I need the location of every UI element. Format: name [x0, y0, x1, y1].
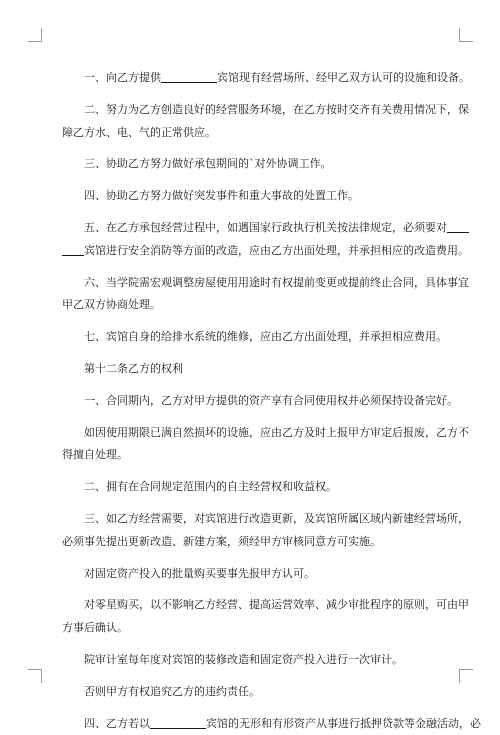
text-segment: 五、在乙方承包经营过程中，如遇国家行政执行机关按法律规定，必须要对	[84, 220, 447, 234]
text-line	[62, 422, 469, 445]
text-segment: 三、如乙方经营需要，对宾馆进行改造更新，及宾馆所属区域内新建经营场所，	[84, 511, 469, 525]
text-segment: 七、宾馆自身的给排水系统的维修，应由乙方出面处理，并承担相应费用。	[84, 330, 447, 344]
paragraph-gap	[62, 90, 442, 99]
corner-mark-bottom-right	[459, 669, 473, 683]
paragraph	[62, 390, 458, 413]
text-line	[62, 153, 442, 176]
text-segment: 六、当学院需宏观调整房屋使用用途时有权提前变更或提前终止合同，具体事宜	[84, 275, 469, 289]
text-line	[62, 531, 442, 554]
paragraph-gap	[62, 144, 442, 153]
paragraph-gap	[62, 413, 442, 422]
paragraph	[62, 67, 470, 90]
text-segment: 二、努力为乙方创造良好的经营服务环境，在乙方按时交齐有关费用情况下，保	[84, 102, 469, 116]
text-line	[62, 240, 469, 263]
text-line	[62, 476, 442, 499]
paragraph	[62, 594, 469, 640]
text-line	[62, 563, 442, 586]
text-segment: 对零星购买，以不影响乙方经营、提高运营效率、减少审批程序的原则，可由甲	[84, 598, 469, 612]
fill-in-blank	[447, 219, 469, 233]
paragraph	[62, 153, 442, 176]
paragraph-gap	[62, 640, 442, 649]
paragraph-gap	[62, 349, 442, 358]
text-segment: 宾馆的无形和有形资产从事进行抵押贷款等金融活动，必	[206, 716, 481, 730]
text-segment: 障乙方水、电、气的正常供应。	[62, 125, 216, 139]
paragraph	[62, 358, 442, 381]
paragraph	[62, 649, 442, 672]
paragraph-gap	[62, 381, 442, 390]
text-line	[62, 713, 481, 735]
text-line	[62, 99, 469, 122]
fill-in-blank	[150, 715, 206, 729]
paragraph-gap	[62, 467, 442, 476]
paragraph	[62, 713, 481, 735]
text-line	[62, 122, 442, 145]
paragraph-gap	[62, 263, 442, 272]
corner-mark-top-left	[28, 28, 42, 42]
text-segment: 甲乙双方协商处理。	[62, 298, 161, 312]
paragraph-gap	[62, 672, 442, 681]
text-line	[62, 649, 442, 672]
paragraph	[62, 326, 447, 349]
fill-in-blank	[62, 242, 84, 256]
paragraph	[62, 422, 469, 468]
text-segment: 三、协助乙方努力做好承包期间的`对外协调工作。	[84, 157, 332, 171]
paragraph	[62, 185, 442, 208]
text-segment: 第十二条乙方的权利	[84, 361, 183, 375]
text-line	[62, 185, 442, 208]
document-body	[62, 67, 481, 735]
paragraph-gap	[62, 554, 442, 563]
paragraph	[62, 476, 442, 499]
text-line	[62, 444, 442, 467]
paragraph	[62, 272, 469, 318]
text-segment: 二、拥有在合同规定范围内的自主经营权和收益权。	[84, 480, 337, 494]
text-segment: 一、合同期内，乙方对甲方提供的资产享有合同使用权并必须保持设备完好。	[84, 393, 458, 407]
text-line	[62, 681, 442, 704]
text-segment: 宾馆现有经营场所、经甲乙双方认可的设施和设备。	[217, 71, 470, 84]
paragraph	[62, 217, 469, 263]
fill-in-blank	[161, 69, 217, 83]
paragraph	[62, 99, 469, 145]
paragraph-gap	[62, 585, 442, 594]
text-segment: 得擅自处理。	[62, 448, 128, 462]
text-line	[62, 326, 447, 349]
corner-mark-bottom-left	[28, 669, 42, 683]
text-segment: 必须事先提出更新改造、新建方案，须经甲方审核同意方可实施。	[62, 534, 381, 548]
text-line	[62, 272, 469, 295]
text-segment: 如因使用期限已满自然损坏的设施，应由乙方及时上报甲方审定后报废，乙方不	[84, 425, 469, 439]
paragraph-gap	[62, 176, 442, 185]
text-line	[62, 358, 442, 381]
text-segment: 一、向乙方提供	[84, 71, 161, 84]
paragraph-gap	[62, 317, 442, 326]
text-segment: 院审计室每年度对宾馆的装修改造和固定资产投入进行一次审计。	[84, 652, 403, 666]
text-line	[62, 67, 470, 90]
paragraph	[62, 508, 469, 554]
text-line	[62, 508, 469, 531]
text-segment: 四、乙方若以	[84, 716, 150, 730]
text-segment: 方事后确认。	[62, 621, 128, 635]
text-line	[62, 594, 469, 617]
text-line	[62, 294, 442, 317]
text-line	[62, 390, 458, 413]
text-segment: 四、协助乙方努力做好突发事件和重大事故的处置工作。	[84, 189, 359, 203]
paragraph-gap	[62, 499, 442, 508]
corner-mark-top-right	[459, 28, 473, 42]
paragraph-gap	[62, 704, 442, 713]
text-segment: 否则甲方有权追究乙方的违约责任。	[84, 684, 260, 698]
paragraph-gap	[62, 208, 442, 217]
text-segment: 对固定资产投入的批量购买要事先报甲方认可。	[84, 566, 315, 580]
text-line	[62, 617, 442, 640]
text-line	[62, 217, 447, 240]
text-segment: 宾馆进行安全消防等方面的改造，应由乙方出面处理，并承担相应的改造费用。	[84, 243, 469, 257]
paragraph	[62, 563, 442, 586]
paragraph	[62, 681, 442, 704]
